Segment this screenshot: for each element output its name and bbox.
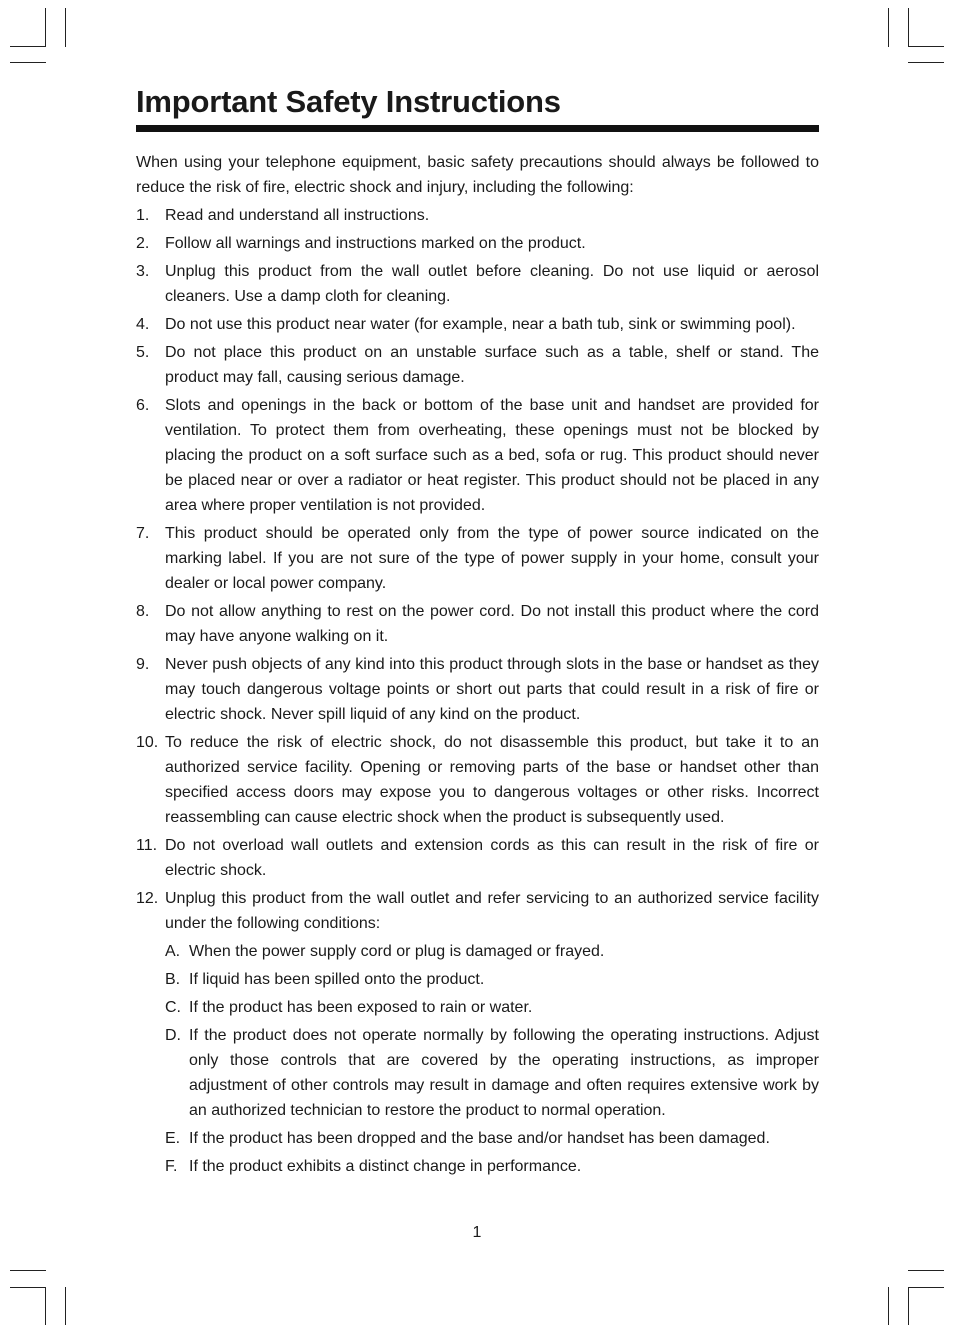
crop-mark-top-right-v2 xyxy=(908,8,909,47)
crop-mark-top-left-v2 xyxy=(65,8,66,47)
item-number: 7. xyxy=(136,525,150,542)
list-item xyxy=(136,652,819,727)
item-text: Do not use this product near water (for example, near a bath tub, sink or swimming pool). xyxy=(165,316,796,333)
conditions-list xyxy=(165,939,819,1179)
sub-item-letter: B. xyxy=(165,971,181,988)
item-text: Unplug this product from the wall outlet before cleaning. Do not use liquid or aerosol cleaners. Use a damp cloth for cleaning. xyxy=(165,263,819,305)
list-item xyxy=(136,259,819,309)
list-item xyxy=(136,231,819,256)
item-number: 6. xyxy=(136,397,150,414)
crop-mark-bottom-left-v2 xyxy=(65,1287,66,1325)
sub-item-letter: C. xyxy=(165,999,181,1016)
sub-item-text: When the power supply cord or plug is damaged or frayed. xyxy=(189,943,605,960)
item-number: 4. xyxy=(136,316,150,333)
title-rule xyxy=(136,125,819,132)
list-item xyxy=(136,833,819,883)
page-number: 1 xyxy=(472,1224,482,1241)
sub-list-item xyxy=(165,939,819,964)
list-item xyxy=(136,521,819,596)
crop-mark-bottom-left-h1 xyxy=(10,1270,46,1271)
item-number: 9. xyxy=(136,656,150,673)
item-number: 8. xyxy=(136,603,150,620)
crop-mark-top-left-h2 xyxy=(10,62,46,63)
crop-mark-top-right-v1 xyxy=(888,8,889,47)
page-title: Important Safety Instructions xyxy=(136,84,561,119)
crop-mark-bottom-right-h1 xyxy=(908,1270,944,1271)
crop-mark-top-left-h1 xyxy=(10,46,46,47)
instructions-body xyxy=(136,150,819,1182)
item-number: 1. xyxy=(136,207,150,224)
sub-list-item xyxy=(165,995,819,1020)
list-item xyxy=(136,730,819,830)
crop-mark-bottom-right-v2 xyxy=(908,1287,909,1325)
sub-item-letter: D. xyxy=(165,1027,181,1044)
list-item xyxy=(136,599,819,649)
list-item xyxy=(136,340,819,390)
item-number: 10. xyxy=(136,734,159,751)
crop-mark-bottom-left-h2 xyxy=(10,1287,46,1288)
intro-paragraph: When using your telephone equipment, basic safety precautions should always be followed to reduce the risk of fire, electric shock and injury, including the following: xyxy=(136,154,819,196)
item-text: This product should be operated only from the type of power source indicated on the marking label. If you are not sure of the type of power supply in your home, consult your dealer or local power company. xyxy=(165,525,819,592)
item-text: To reduce the risk of electric shock, do not disassemble this product, but take it to an authorized service facility. Opening or removing parts of the base or handset other than specified access doors may expose you to dangerous voltages or other risks. Incorrect reassembling can cause electric shock when the product is subsequently used. xyxy=(165,734,819,826)
sub-item-text: If liquid has been spilled onto the product. xyxy=(189,971,485,988)
item-text: Do not overload wall outlets and extension cords as this can result in the risk of fire or electric shock. xyxy=(165,837,819,879)
crop-mark-bottom-right-v1 xyxy=(888,1287,889,1325)
sub-list-item xyxy=(165,1126,819,1151)
sub-item-text: If the product exhibits a distinct change in performance. xyxy=(189,1158,582,1175)
item-number: 2. xyxy=(136,235,150,252)
item-number: 11. xyxy=(136,837,158,854)
sub-item-text: If the product has been dropped and the base and/or handset has been damaged. xyxy=(189,1130,770,1147)
item-number: 12. xyxy=(136,890,159,907)
sub-item-text: If the product has been exposed to rain or water. xyxy=(189,999,533,1016)
list-item xyxy=(136,312,819,337)
list-item xyxy=(136,393,819,518)
sub-list-item xyxy=(165,1023,819,1123)
item-text: Unplug this product from the wall outlet and refer servicing to an authorized service facility under the following conditions: xyxy=(165,890,819,932)
item-number: 3. xyxy=(136,263,150,280)
sub-item-text: If the product does not operate normally by following the operating instructions. Adjust only those controls that are covered by the operating instructions, as improper adjustment of other controls may result in damage and often requires extensive work by an authorized technician to restore the product to normal operation. xyxy=(189,1027,819,1119)
item-number: 5. xyxy=(136,344,150,361)
sub-item-letter: E. xyxy=(165,1130,181,1147)
instructions-list xyxy=(136,203,819,1179)
list-item xyxy=(136,203,819,228)
crop-mark-bottom-right-h2 xyxy=(908,1287,944,1288)
item-text: Never push objects of any kind into this product through slots in the base or handset as they may touch dangerous voltage points or short out parts that could result in a risk of fire or electric shock. Never spill liquid of any kind on the product. xyxy=(165,656,819,723)
item-text: Slots and openings in the back or bottom of the base unit and handset are provided for ventilation. To protect them from overheating, these openings must not be blocked by placing the product on a soft surface such as a bed, sofa or rug. This product should never be placed near or over a radiator or heat register. This product should not be placed in any area where proper ventilation is not provided. xyxy=(165,397,819,514)
item-text: Do not allow anything to rest on the power cord. Do not install this product where the cord may have anyone walking on it. xyxy=(165,603,819,645)
crop-mark-top-left-v1 xyxy=(45,8,46,47)
item-text: Read and understand all instructions. xyxy=(165,207,430,224)
crop-mark-top-right-h1 xyxy=(908,46,944,47)
sub-item-letter: A. xyxy=(165,943,181,960)
sub-list-item xyxy=(165,1154,819,1179)
item-text: Do not place this product on an unstable surface such as a table, shelf or stand. The product may fall, causing serious damage. xyxy=(165,344,819,386)
item-text: Follow all warnings and instructions marked on the product. xyxy=(165,235,586,252)
list-item xyxy=(136,886,819,1179)
sub-item-letter: F. xyxy=(165,1158,178,1175)
crop-mark-bottom-left-v1 xyxy=(45,1287,46,1325)
sub-list-item xyxy=(165,967,819,992)
crop-mark-top-right-h2 xyxy=(908,62,944,63)
